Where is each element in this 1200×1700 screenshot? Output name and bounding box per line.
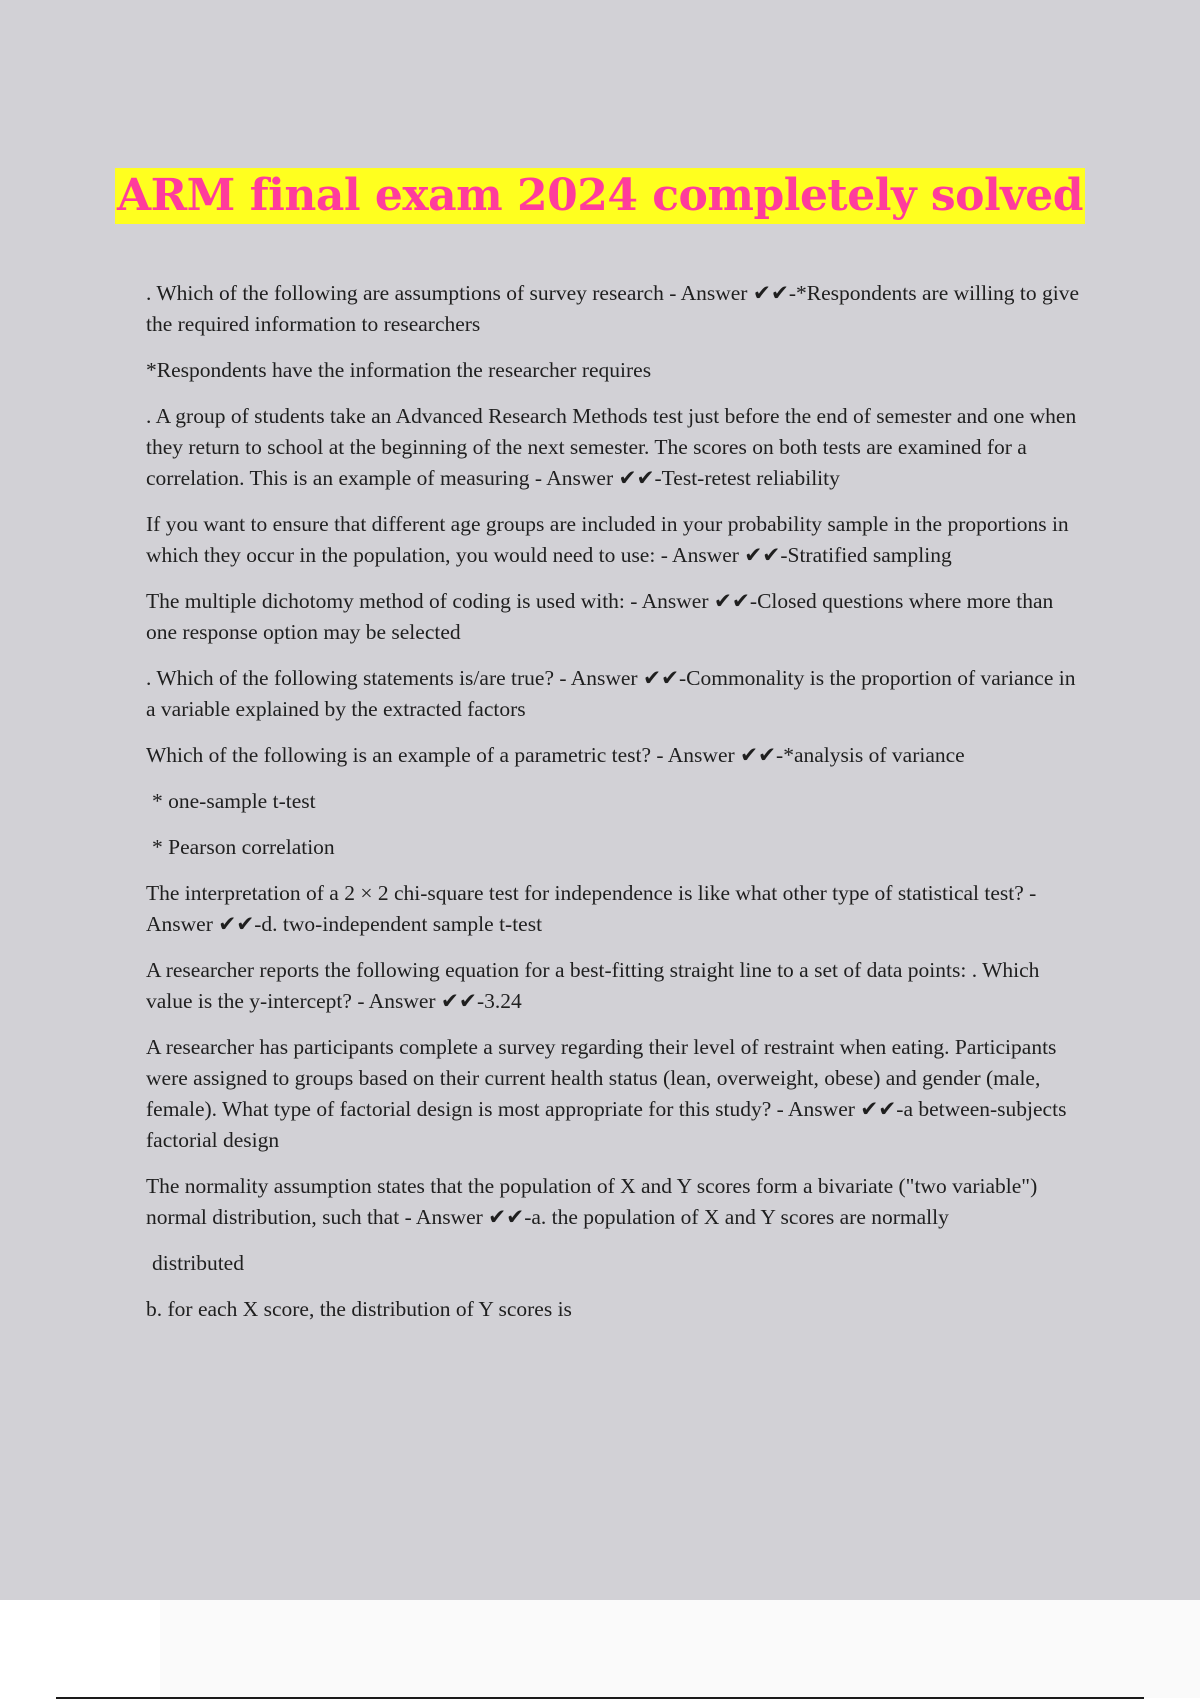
- question-paragraph: If you want to ensure that different age groups are included in your probability sample in the proportions in which they occur in the population, you would need to use: - Answer ✔✔-Stratified sampling: [146, 512, 1069, 567]
- question-paragraph: The interpretation of a 2 × 2 chi-square test for independence is like what other type of statistical test? - Answer ✔✔-d. two-independent sample t-test: [146, 881, 1037, 936]
- document-body: [146, 278, 1086, 1340]
- title-wrap: [0, 168, 1200, 224]
- answer-continuation: b. for each X score, the distribution of Y scores is: [146, 1297, 572, 1321]
- question-paragraph: A researcher has participants complete a survey regarding their level of restraint when eating. Participants were assigned to groups based on their current health status (lean, overweight, obese) and gender (male, female). What type of factorial design is most appropriate for this study? - Answer ✔✔-a between-subjects factorial design: [146, 1035, 1067, 1152]
- document-title: ARM final exam 2024 completely solved: [115, 168, 1085, 224]
- footer-divider: [56, 1697, 1144, 1699]
- question-paragraph: Which of the following is an example of a parametric test? - Answer ✔✔-*analysis of variance: [146, 743, 965, 767]
- question-paragraph: . Which of the following statements is/are true? - Answer ✔✔-Commonality is the proportion of variance in a variable explained by the extracted factors: [146, 666, 1076, 721]
- question-paragraph: The normality assumption states that the population of X and Y scores form a bivariate ("two variable") normal distribution, such that - Answer ✔✔-a. the population of X and Y scores are normally: [146, 1174, 1038, 1229]
- footer-band: [160, 1600, 1200, 1698]
- question-paragraph: The multiple dichotomy method of coding is used with: - Answer ✔✔-Closed questions where more than one response option may be selected: [146, 589, 1054, 644]
- answer-paragraph: *Respondents have the information the researcher requires: [146, 358, 652, 382]
- question-paragraph: . Which of the following are assumptions of survey research - Answer ✔✔-*Respondents are willing to give the required information to researchers: [146, 281, 1080, 336]
- answer-bullet: * Pearson correlation: [152, 835, 335, 859]
- answer-bullet: * one-sample t-test: [152, 789, 316, 813]
- question-paragraph: A researcher reports the following equation for a best-fitting straight line to a set of data points: . Which value is the y-intercept? - Answer ✔✔-3.24: [146, 958, 1040, 1013]
- question-paragraph: . A group of students take an Advanced Research Methods test just before the end of semester and one when they return to school at the beginning of the next semester. The scores on both tests are examined for a correlation. This is an example of measuring - Answer ✔✔-Test-retest reliability: [146, 404, 1077, 490]
- answer-continuation: distributed: [152, 1251, 244, 1275]
